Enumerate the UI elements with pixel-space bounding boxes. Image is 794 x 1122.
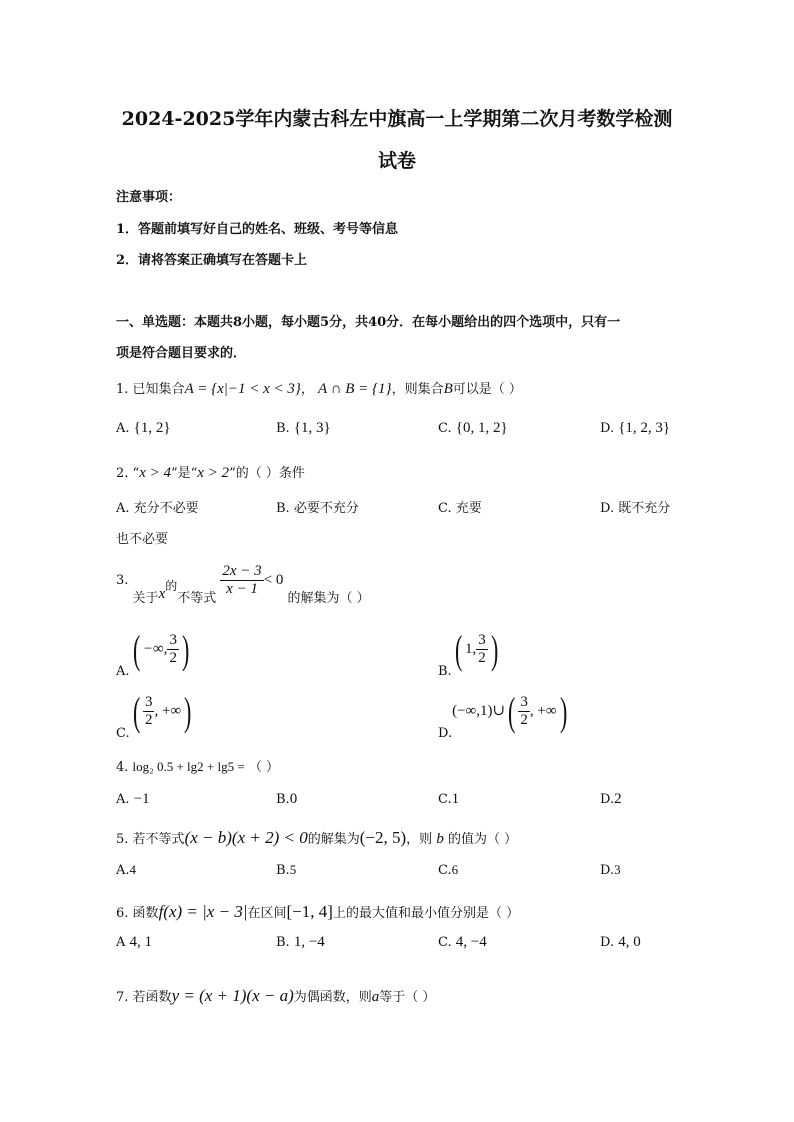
- option-c[interactable]: C. 4, −4: [438, 934, 487, 950]
- option-b[interactable]: B. 必要不充分: [276, 501, 359, 516]
- page-title-line2: 试卷: [377, 150, 416, 172]
- option-d[interactable]: D.2: [600, 791, 622, 807]
- option-b[interactable]: B.( 1, $\frac{3}{2}$ ): [438, 627, 499, 679]
- option-a[interactable]: A. 充分不必要: [116, 501, 199, 516]
- option-b[interactable]: B.5: [276, 862, 297, 878]
- option-a[interactable]: A. {1, 2}: [116, 420, 171, 436]
- option-d[interactable]: D. 4, 0: [600, 934, 641, 950]
- option-b[interactable]: B. {1, 3}: [276, 420, 331, 436]
- question-3: 3. 关于x的不等式 $\frac{2x - 3}{x - 1}$ < 0 的解集为（ ）: [116, 563, 370, 606]
- option-value: {1, 3}: [293, 420, 331, 436]
- question-5: 5. 若不等式(x − b)(x + 2) < 0的解集为(−2, 5)，则 b 的值为（ ）: [116, 828, 518, 847]
- question-6: 6. 函数f(x) = |x − 3|在区间[−1, 4]上的最大值和最小值分别是（ ）: [116, 902, 520, 921]
- section-heading-line2: 项是符合题目要求的．: [116, 346, 247, 361]
- option-value: {1, 2, 3}: [618, 420, 671, 436]
- question-number: 5.: [116, 832, 129, 847]
- math-expression: (x − b)(x + 2) < 0: [184, 828, 308, 847]
- option-d[interactable]: D. 既不充分: [600, 501, 671, 516]
- option-d[interactable]: D.3: [600, 862, 621, 878]
- notes-heading: 注意事项：: [116, 190, 182, 205]
- question-7: 7. 若函数y = (x + 1)(x − a)为偶函数，则a等于（ ）: [116, 986, 436, 1005]
- question-number: 3.: [116, 573, 129, 588]
- section-heading-line1: 一、单选题：本题共8小题，每小题5分，共40分．在每小题给出的四个选项中，只有一: [116, 315, 621, 330]
- question-number: 2.: [116, 466, 129, 481]
- math-expression: y = (x + 1)(x − a): [171, 986, 294, 1005]
- option-d[interactable]: D. {1, 2, 3}: [600, 420, 671, 436]
- question-2: 2. “x > 4”是“x > 2”的（ ）条件: [116, 465, 305, 481]
- option-c[interactable]: C.6: [438, 862, 459, 878]
- notes-item-1: 1．答题前填写好自己的姓名、班级、考号等信息: [116, 222, 399, 237]
- inequality-fraction: $\frac{2x - 3}{x - 1}$: [222, 563, 262, 597]
- math-expression: f(x) = |x − 3|: [158, 902, 248, 921]
- option-a[interactable]: A 4, 1: [116, 934, 153, 950]
- option-d[interactable]: D.(−∞,1)∪( $\frac{3}{2}$ , +∞): [438, 689, 567, 741]
- option-d-continued: 也不必要: [116, 532, 169, 547]
- option-b[interactable]: B. 1, −4: [276, 934, 325, 950]
- question-number: 7.: [116, 990, 129, 1005]
- option-value: {1, 2}: [133, 420, 171, 436]
- option-c[interactable]: C. {0, 1, 2}: [438, 420, 508, 436]
- option-a[interactable]: A.( −∞, $\frac{3}{2}$ ): [116, 627, 190, 679]
- option-value: {0, 1, 2}: [455, 420, 508, 436]
- option-a[interactable]: A.4: [116, 862, 137, 878]
- question-number: 6.: [116, 906, 129, 921]
- question-4: 4. log₂ 0.5 + lg2 + lg5 = （ ）: [116, 759, 279, 775]
- math-expression: A ∩ B = {1}: [318, 381, 392, 397]
- question-1: 1. 已知集合A = {x|−1 < x < 3}， A ∩ B = {1}，则集合B可以是（ ）: [116, 381, 522, 397]
- option-a[interactable]: A. −1: [116, 791, 150, 807]
- option-c[interactable]: C. 充要: [438, 501, 482, 516]
- notes-item-2: 2．请将答案正确填写在答题卡上: [116, 253, 308, 268]
- option-b[interactable]: B.0: [276, 791, 298, 807]
- question-number: 4.: [116, 760, 129, 775]
- math-expression: log₂ 0.5 + lg2 + lg5 =: [132, 759, 245, 774]
- option-c[interactable]: C.( $\frac{3}{2}$ , +∞): [116, 689, 192, 741]
- math-expression: A = {x|−1 < x < 3}: [184, 381, 301, 397]
- option-c[interactable]: C.1: [438, 791, 460, 807]
- question-number: 1.: [116, 382, 129, 397]
- page-title-line1: 2024-2025学年内蒙古科左中旗高一上学期第二次月考数学检测: [121, 108, 673, 130]
